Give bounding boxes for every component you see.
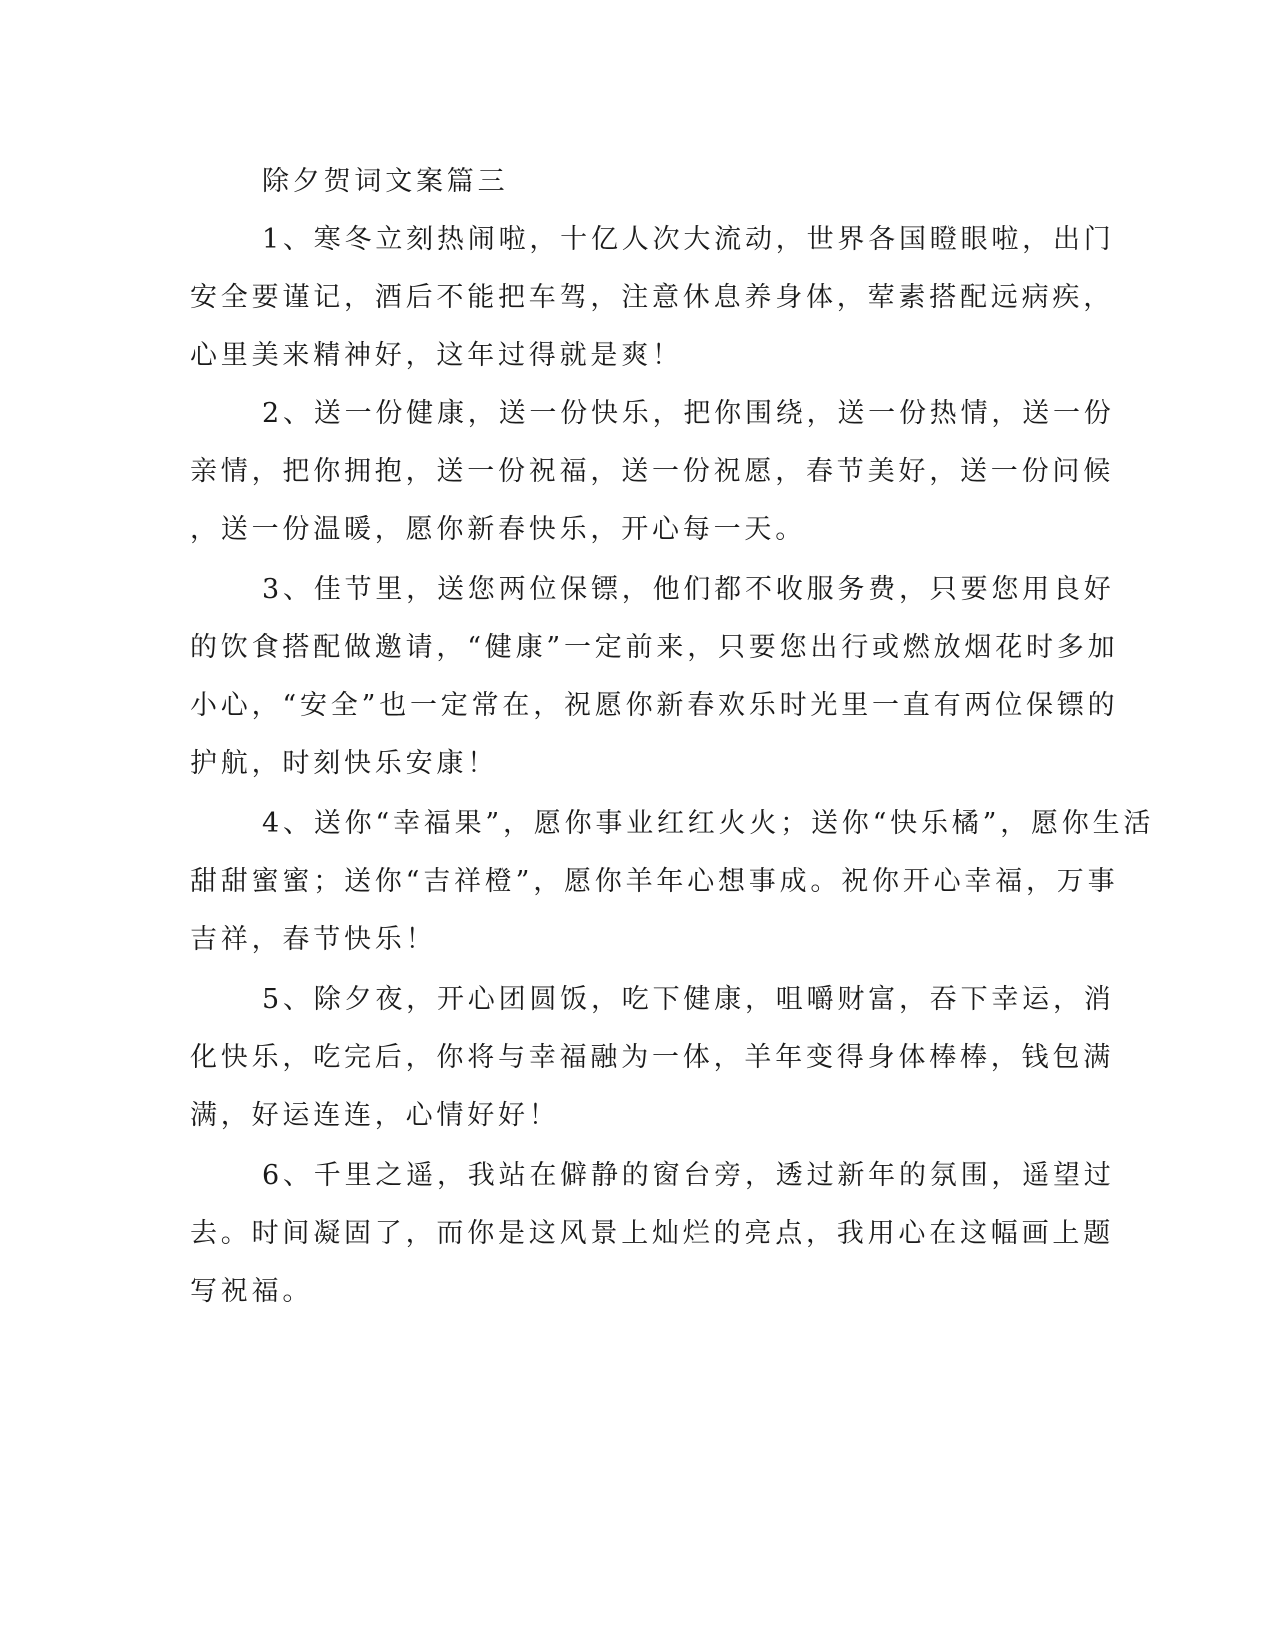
paragraph-line: 去。时间凝固了，而你是这风景上灿烂的亮点，我用心在这幅画上题 bbox=[190, 1218, 1114, 1249]
paragraph-line: 化快乐，吃完后，你将与幸福融为一体，羊年变得身体棒棒，钱包满 bbox=[190, 1042, 1114, 1073]
paragraph-line: 3、佳节里，送您两位保镖，他们都不收服务费，只要您用良好 bbox=[262, 574, 1115, 605]
paragraph-line: 甜甜蜜蜜；送你“吉祥橙”，愿你羊年心想事成。祝你开心幸福，万事 bbox=[190, 866, 1119, 897]
paragraph-line: 6、千里之遥，我站在僻静的窗台旁，透过新年的氛围，遥望过 bbox=[262, 1160, 1115, 1191]
paragraph-line: 5、除夕夜，开心团圆饭，吃下健康，咀嚼财富，吞下幸运，消 bbox=[262, 984, 1115, 1015]
paragraph-line: 心里美来精神好，这年过得就是爽！ bbox=[190, 340, 683, 371]
paragraph-line: 亲情，把你拥抱，送一份祝福，送一份祝愿，春节美好，送一份问候 bbox=[190, 456, 1114, 487]
paragraph-line: 的饮食搭配做邀请，“健康”一定前来，只要您出行或燃放烟花时多加 bbox=[190, 632, 1119, 663]
paragraph-line: 吉祥，春节快乐！ bbox=[190, 924, 437, 955]
paragraph-line: 写祝福。 bbox=[190, 1276, 314, 1307]
paragraph-line: 小心，“安全”也一定常在，祝愿你新春欢乐时光里一直有两位保镖的 bbox=[190, 690, 1119, 721]
paragraph-line: 2、送一份健康，送一份快乐，把你围绕，送一份热情，送一份 bbox=[262, 398, 1115, 429]
paragraph-line: 护航，时刻快乐安康！ bbox=[190, 748, 498, 779]
paragraph-line: 满，好运连连，心情好好！ bbox=[190, 1100, 560, 1131]
document-title: 除夕贺词文案篇三 bbox=[262, 166, 509, 197]
paragraph-line: 安全要谨记，酒后不能把车驾，注意休息养身体，荤素搭配远病疾， bbox=[190, 282, 1114, 313]
paragraph-line: 4、送你“幸福果”，愿你事业红红火火；送你“快乐橘”，愿你生活 bbox=[262, 808, 1155, 839]
paragraph-line: ，送一份温暖，愿你新春快乐，开心每一天。 bbox=[190, 514, 806, 545]
paragraph-line: 1、寒冬立刻热闹啦，十亿人次大流动，世界各国瞪眼啦，出门 bbox=[262, 224, 1115, 255]
